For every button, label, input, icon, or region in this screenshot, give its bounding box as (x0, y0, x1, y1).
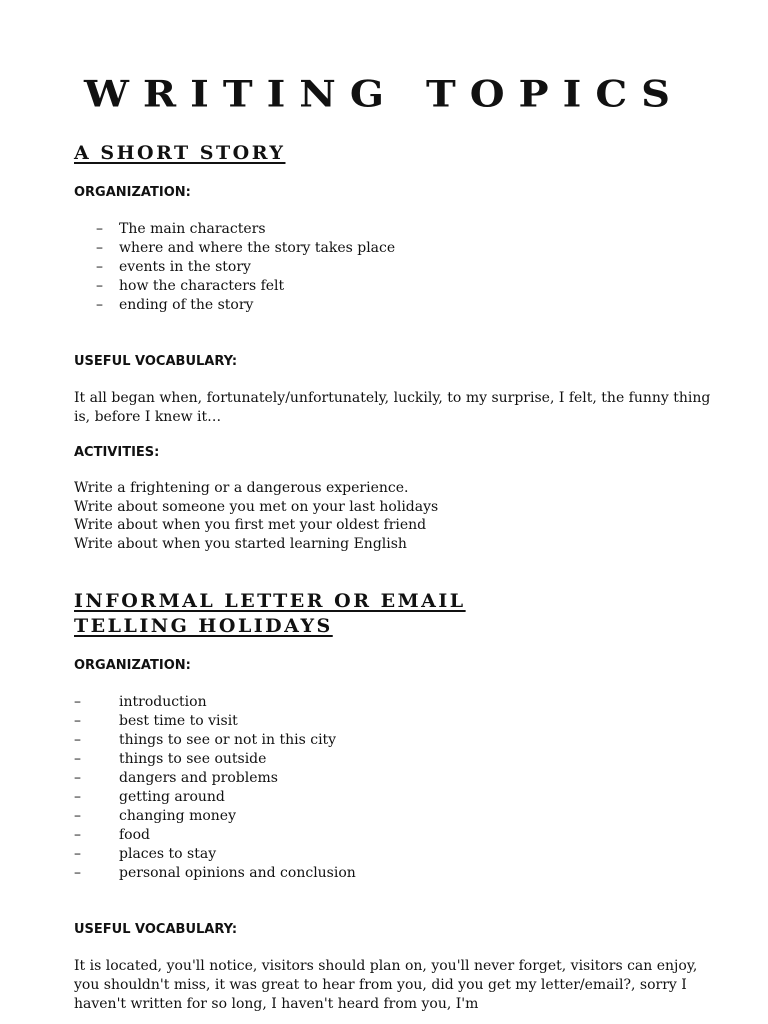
organization-label-informal-letter: ORGANIZATION: (74, 658, 191, 673)
dash-bullet: – (96, 259, 103, 275)
dash-bullet: – (96, 221, 103, 237)
dash-bullet: – (74, 732, 81, 748)
list-item: Write a frightening or a dangerous experience. (74, 480, 409, 496)
vocabulary-text-short-story: It all began when, fortunately/unfortunately, luckily, to my surprise, I felt, the funny thing is, before I knew it… (74, 390, 711, 425)
vocabulary-label-short-story: USEFUL VOCABULARY: (74, 354, 238, 369)
list-item: Write about when you first met your oldest friend (74, 517, 427, 533)
dash-bullet: – (74, 846, 81, 862)
activities-list (74, 479, 438, 553)
dash-bullet: – (74, 789, 81, 805)
list-item: Write about someone you met on your last holidays (74, 498, 439, 515)
list-item: – how the characters felt (96, 278, 285, 294)
dash-bullet: – (74, 713, 81, 729)
list-item: – personal opinions and conclusion (74, 865, 356, 881)
list-item: – changing money (74, 808, 237, 824)
dash-bullet: – (96, 297, 103, 313)
list-item: – The main characters (96, 221, 266, 237)
vocabulary-label-informal-letter: USEFUL VOCABULARY: (74, 922, 238, 937)
dash-bullet: – (96, 240, 103, 256)
list-item: – where and where the story takes place (96, 240, 396, 256)
organization-list-informal-letter (74, 693, 356, 883)
vocabulary-text-informal-letter: It is located, you'll notice, visitors should plan on, you'll never forget, visitors can enjoy, you shouldn't miss, it was great to hear from you, did you get my letter/email?, sorry I haven't written for so long, I haven't heard from you, I'm (74, 958, 698, 1012)
dash-bullet: – (74, 770, 81, 786)
list-item: – ending of the story (96, 297, 254, 313)
dash-bullet: – (74, 751, 81, 767)
list-item: – food (74, 827, 151, 843)
list-item: – events in the story (96, 259, 251, 275)
list-item: – things to see or not in this city (74, 732, 337, 748)
activities-label: ACTIVITIES: (74, 445, 160, 460)
dash-bullet: – (74, 808, 81, 824)
dash-bullet: – (74, 827, 81, 843)
section-title-informal-letter-line2: TELLING HOLIDAYS (74, 615, 333, 637)
list-item: Write about when you started learning English (74, 535, 407, 552)
list-item: – best time to visit (74, 713, 238, 729)
section-title-short-story: A SHORT STORY (74, 142, 286, 164)
list-item: – dangers and problems (74, 770, 278, 786)
list-item: – things to see outside (74, 751, 267, 767)
dash-bullet: – (74, 865, 81, 881)
list-item: – places to stay (74, 846, 217, 862)
dash-bullet: – (74, 694, 81, 710)
dash-bullet: – (96, 278, 103, 294)
organization-list-short-story (96, 220, 395, 315)
document-title: WRITING TOPICS (83, 73, 685, 116)
list-item: – introduction (74, 694, 207, 710)
organization-label-short-story: ORGANIZATION: (74, 185, 191, 200)
list-item: – getting around (74, 789, 225, 805)
section-title-informal-letter-line1: INFORMAL LETTER OR EMAIL (74, 590, 466, 612)
